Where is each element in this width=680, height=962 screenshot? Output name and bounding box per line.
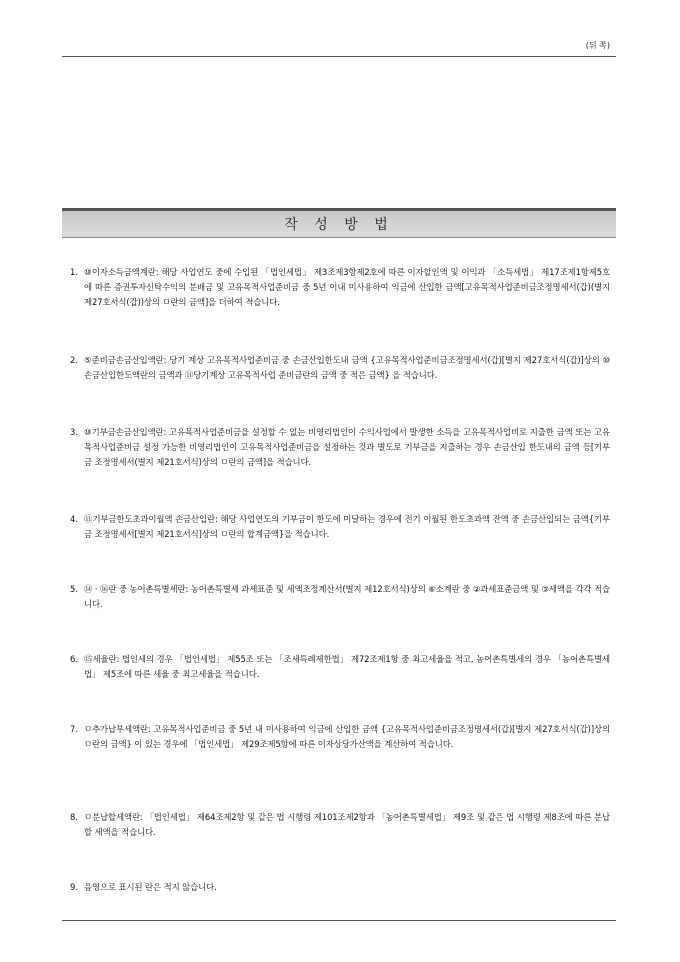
instruction-item-1 [70,265,610,310]
instruction-item-2 [70,353,610,383]
item-number: 9. [70,882,78,892]
item-number: 7. [70,724,78,734]
instruction-item-3 [70,425,610,470]
item-text: 음영으로 표시된 란은 적지 않습니다. [84,882,217,892]
section-title-bar [62,208,616,238]
item-number: 3. [70,427,78,437]
item-text: ⑭ · ⑯란 중 농어촌특별세란: 농어촌특별세 과세표준 및 세액조정계산서(별지 제12호서식)상의 ⑥소계란 중 ②과세표준금액 및 ③세액을 각각 적습니다. [84,584,610,609]
instruction-item-4 [70,512,610,542]
item-number: 1. [70,267,78,277]
instruction-item-9 [70,880,610,895]
section-title: 작 성 방 법 [284,217,394,233]
item-number: 6. [70,654,78,664]
bottom-divider [62,920,616,921]
item-text: ⑪기부금한도초과이월액 손금산입란: 해당 사업연도의 기부금이 한도에 미달하는 경우에 전기 이월된 한도초과액 잔액 중 손금산입되는 금액{기부금 조정명세서[별지 제21호서식]상의 ㅁ란의 합계금액}을 적습니다. [84,514,610,539]
instruction-item-6 [70,652,610,682]
top-divider [62,56,616,57]
item-text: ⑩이자소득금액계란: 해당 사업연도 중에 수입된 「법인세법」 제3조제3항제2호에 따른 이자할인액 및 이익과 「소득세법」 제17조제1항제5호에 따른 증권투자신탁수익의 분배금 및 고유목적사업준비금 중 5년 이내 미사용하여 익금에 산입한 금액[고유목적사업준비금조정명세서(갑)(별지 제27호서식(갑))상의 ㅁ란의 금액]을 더하여 적습니다. [84,267,610,307]
item-number: 5. [70,584,78,594]
instruction-item-7 [70,722,610,752]
item-text: ⑤준비금손금산입액란: 당기 계상 고유목적사업준비금 중 손금산입한도내 금액 {고유목적사업준비금조정명세서(갑)[별지 제27호서식(갑)]상의 ⑩손금산입한도액란의 금액과 ⑪당기계상 고유목적사업 준비금란의 금액 중 적은 금액} 을 적습니다. [84,355,610,380]
item-text: ㅁ추가납부세액란: 고유목적사업준비금 중 5년 내 미사용하여 익금에 산입한 금액 {고유목적사업준비금조정명세서(갑)[별지 제27호서식(갑)]상의 ㅁ란의 금액} 이 있는 경우에 「법인세법」 제29조제5항에 따른 이자상당가산액을 계산하여 적습니다. [84,724,610,749]
item-number: 8. [70,812,78,822]
item-text: ⑮세율란: 법인세의 경우 「법인세법」 제55조 또는 「조세특례제한법」 제72조제1항 중 최고세율을 적고, 농어촌특별세의 경우 「농어촌특별세법」 제5조에 따른 세율 중 최고세율을 적습니다. [84,654,610,679]
item-number: 4. [70,514,78,524]
item-text: ⑩기부금손금산입액란: 고유목적사업준비금을 설정할 수 없는 비영리법인이 수익사업에서 발생한 소득을 고유목적사업비로 지출한 금액 또는 고유목적사업준비금 설정 가능한 비영리법인이 고유목적사업준비금을 설정하는 것과 별도로 기부금을 지출하는 경우 손금산입 한도내의 금액 등[기부금 조정명세서(별지 제21호서식)상의 ㅁ란의 금액]을 적습니다. [84,427,610,467]
page-side-label: (뒤 쪽) [585,41,610,50]
instruction-item-5 [70,582,610,612]
instruction-item-8 [70,810,610,840]
item-number: 2. [70,355,78,365]
item-text: ㅁ분납할세액란: 「법인세법」 제64조제2항 및 같은 법 시행령 제101조제2항과 「농어촌특별세법」 제9조 및 같은 법 시행령 제8조에 따른 분납할 세액을 적습니다. [84,812,610,837]
